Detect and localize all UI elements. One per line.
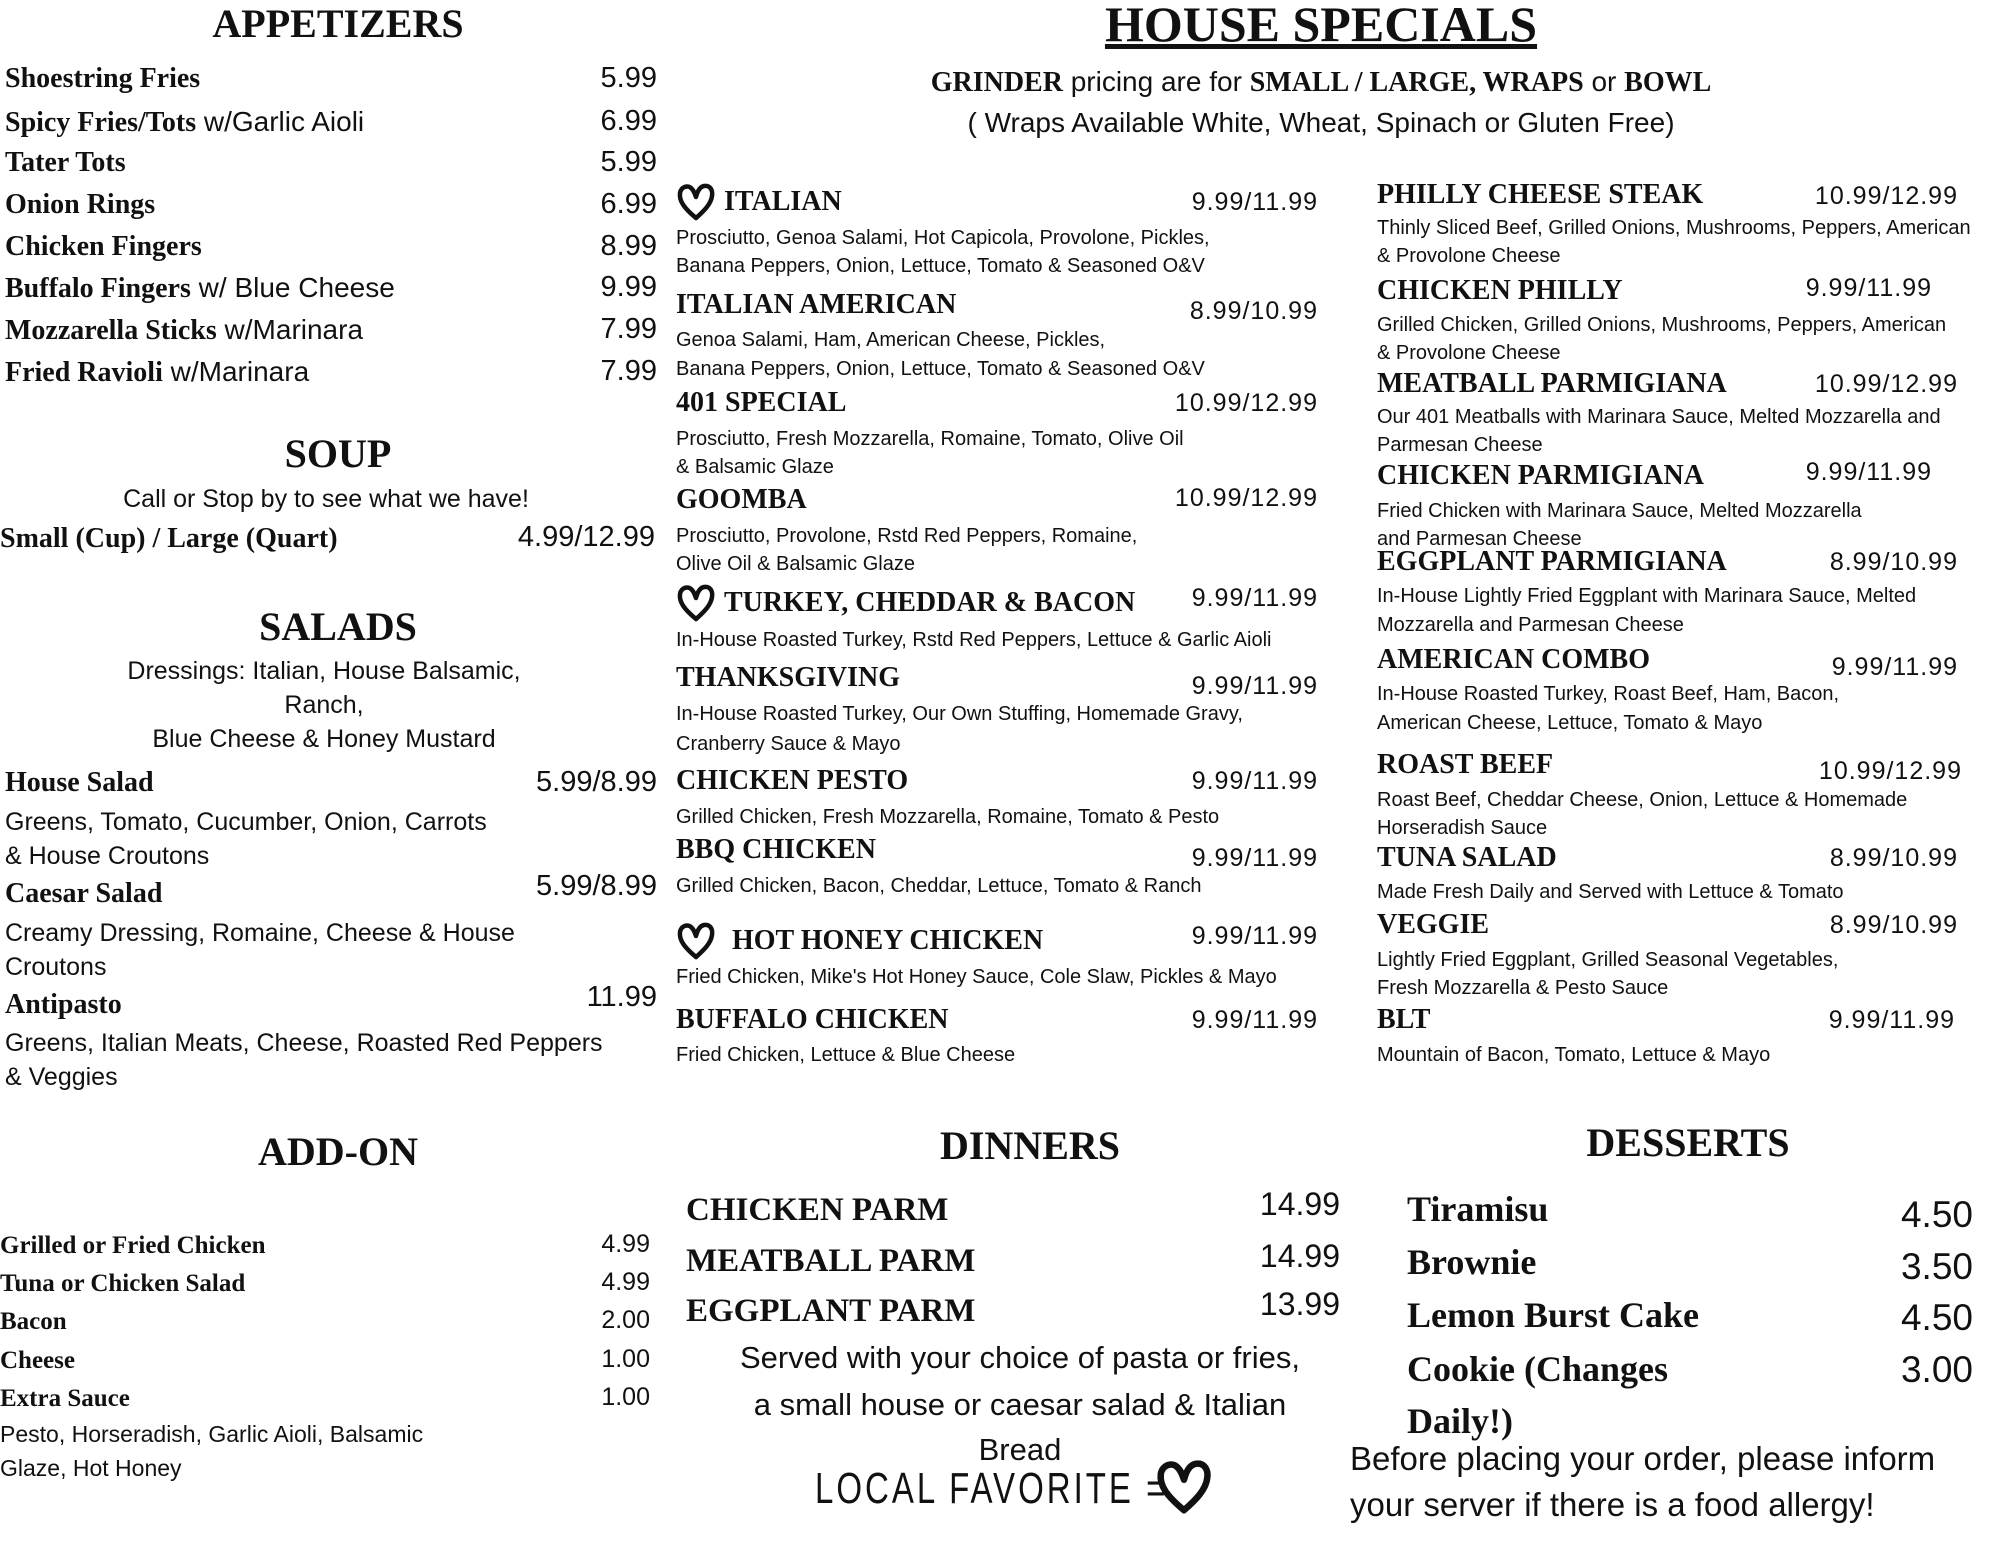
special-item-desc: Genoa Salami, Ham, American Cheese, Pickles,: [676, 329, 1106, 351]
special-item-desc: & Provolone Cheese: [1377, 245, 1561, 267]
special-item-price: 9.99/11.99: [1831, 653, 1958, 681]
salad-item-price: 5.99/8.99: [536, 765, 657, 798]
special-item-desc: Banana Peppers, Onion, Lettuce, Tomato & Seasoned O&V: [676, 255, 1205, 277]
special-item-price: 8.99/10.99: [1829, 844, 1958, 872]
salad-item-desc: & Veggies: [5, 1063, 118, 1091]
addon-item-name: Cheese: [0, 1347, 75, 1374]
salad-dressings: Ranch,: [284, 691, 364, 719]
special-item-desc: Our 401 Meatballs with Marinara Sauce, Melted Mozzarella and: [1377, 406, 1941, 428]
addon-item-price: 2.00: [601, 1306, 650, 1334]
dinner-note: Served with your choice of pasta or fries,: [740, 1340, 1300, 1376]
dessert-item-name: Cookie (Changes: [1407, 1349, 1669, 1390]
special-item-desc: & Balsamic Glaze: [676, 456, 834, 478]
special-item-price: 9.99/11.99: [1191, 584, 1318, 612]
special-item-price: 9.99/11.99: [1805, 274, 1932, 302]
special-item-price: 10.99/12.99: [1818, 757, 1962, 785]
dinner-note: Bread: [978, 1432, 1062, 1468]
desserts-title: DESSERTS: [1586, 1120, 1790, 1165]
special-item-price: 8.99/10.99: [1829, 911, 1958, 939]
soup-note: Call or Stop by to see what we have!: [123, 485, 529, 513]
pricing-note: [821, 65, 1821, 100]
heart-icon: [1155, 1458, 1213, 1516]
special-item-desc: Olive Oil & Balsamic Glaze: [676, 553, 915, 575]
salad-dressings: Dressings: Italian, House Balsamic,: [127, 657, 521, 685]
special-item-name: CHICKEN PARMIGIANA: [1377, 460, 1704, 492]
pricing-note-segment: BOWL: [1624, 67, 1712, 99]
appetizer-item-price: 6.99: [600, 104, 657, 137]
special-item-desc: Fried Chicken, Mike's Hot Honey Sauce, Cole Slaw, Pickles & Mayo: [676, 966, 1277, 988]
item-name: Spicy Fries/Tots: [5, 107, 197, 139]
special-item-desc: Thinly Sliced Beef, Grilled Onions, Mushrooms, Peppers, American: [1377, 217, 1971, 239]
salad-item-price: 5.99/8.99: [536, 869, 657, 902]
dinner-item-price: 13.99: [1259, 1285, 1340, 1322]
allergy-note: Before placing your order, please inform: [1350, 1440, 1936, 1478]
dinner-item-name: EGGPLANT PARM: [686, 1293, 976, 1330]
soup-item-name: Small (Cup) / Large (Quart): [0, 523, 338, 555]
wraps-note: ( Wraps Available White, Wheat, Spinach or Gluten Free): [967, 107, 1675, 139]
dessert-item-price: 4.50: [1900, 1193, 1973, 1235]
special-item-price: 9.99/11.99: [1191, 922, 1318, 950]
salad-item-desc: Creamy Dressing, Romaine, Cheese & House: [5, 919, 515, 947]
special-item-name: HOT HONEY CHICKEN: [732, 925, 1044, 957]
item-note: w/Marinara: [216, 314, 364, 346]
special-item-desc: Grilled Chicken, Fresh Mozzarella, Romaine, Tomato & Pesto: [676, 806, 1220, 828]
appetizer-item-name: [5, 146, 126, 180]
special-item-desc: Fried Chicken with Marinara Sauce, Melted Mozzarella: [1377, 500, 1862, 522]
special-item-name: BUFFALO CHICKEN: [676, 1004, 949, 1036]
salad-item-price: 11.99: [586, 980, 657, 1013]
special-item-name: BLT: [1377, 1004, 1431, 1036]
addon-desc: Pesto, Horseradish, Garlic Aioli, Balsamic: [0, 1421, 424, 1448]
salad-item-desc: Greens, Tomato, Cucumber, Onion, Carrots: [5, 808, 487, 836]
addon-desc: Glaze, Hot Honey: [0, 1455, 182, 1482]
special-item-price: 9.99/11.99: [1191, 1006, 1318, 1034]
special-item-desc: Horseradish Sauce: [1377, 817, 1548, 839]
appetizer-item-name: [5, 188, 155, 222]
salad-item-name: Caesar Salad: [5, 878, 163, 910]
special-item-name: MEATBALL PARMIGIANA: [1377, 368, 1727, 400]
addon-item-price: 4.99: [601, 1230, 650, 1258]
special-item-name: TURKEY, CHEDDAR & BACON: [724, 587, 1136, 619]
addon-item-name: Extra Sauce: [0, 1385, 130, 1412]
item-name: Fried Ravioli: [5, 357, 163, 389]
salad-item-name: Antipasto: [5, 989, 122, 1021]
item-note: w/ Blue Cheese: [190, 272, 395, 304]
special-item-desc: Grilled Chicken, Grilled Onions, Mushrooms, Peppers, American: [1377, 314, 1947, 336]
special-item-price: 8.99/10.99: [1189, 297, 1318, 325]
special-item-name: THANKSGIVING: [676, 662, 901, 694]
dessert-item-price: 4.50: [1900, 1296, 1973, 1338]
heart-icon: [676, 182, 716, 222]
special-item-desc: American Cheese, Lettuce, Tomato & Mayo: [1377, 712, 1763, 734]
addon-title: ADD-ON: [258, 1129, 418, 1174]
dessert-item-name: Tiramisu: [1407, 1189, 1549, 1230]
special-item-desc: Roast Beef, Cheddar Cheese, Onion, Lettuce & Homemade: [1377, 789, 1908, 811]
dessert-item-price: 3.50: [1900, 1245, 1973, 1287]
addon-item-price: 4.99: [601, 1268, 650, 1296]
special-item-price: 10.99/12.99: [1814, 370, 1958, 398]
special-item-desc: In-House Roasted Turkey, Our Own Stuffing, Homemade Gravy,: [676, 703, 1243, 725]
house-specials-title: HOUSE SPECIALS: [1104, 0, 1538, 52]
item-name: Onion Rings: [5, 189, 156, 221]
dessert-item-name: Daily!): [1407, 1401, 1513, 1442]
item-name: Buffalo Fingers: [5, 273, 191, 305]
salad-item-desc: & House Croutons: [5, 842, 210, 870]
addon-item-name: Tuna or Chicken Salad: [0, 1270, 246, 1297]
special-item-price: 8.99/10.99: [1829, 548, 1958, 576]
special-item-desc: Prosciutto, Provolone, Rstd Red Peppers, Romaine,: [676, 525, 1138, 547]
dessert-item-name: Lemon Burst Cake: [1407, 1295, 1700, 1336]
special-item-desc: Banana Peppers, Onion, Lettuce, Tomato & Seasoned O&V: [676, 358, 1205, 380]
dinner-item-price: 14.99: [1259, 1185, 1340, 1222]
dessert-item-name: Brownie: [1407, 1242, 1537, 1283]
appetizer-item-price: 5.99: [600, 61, 657, 94]
special-item-desc: Fresh Mozzarella & Pesto Sauce: [1377, 977, 1669, 999]
dinner-note: a small house or caesar salad & Italian: [753, 1387, 1287, 1423]
heart-icon: [676, 583, 716, 623]
appetizer-item-price: 9.99: [600, 270, 657, 303]
appetizer-item-price: 7.99: [600, 354, 657, 387]
dinner-item-name: CHICKEN PARM: [686, 1192, 949, 1229]
special-item-price: 10.99/12.99: [1174, 389, 1318, 417]
soup-item-price: 4.99/12.99: [517, 520, 655, 553]
item-name: Shoestring Fries: [5, 63, 201, 95]
item-name: Tater Tots: [5, 147, 126, 179]
salad-item-desc: Greens, Italian Meats, Cheese, Roasted Red Peppers: [5, 1029, 603, 1057]
salads-title: SALADS: [259, 604, 417, 649]
special-item-price: 10.99/12.99: [1174, 484, 1318, 512]
addon-item-price: 1.00: [601, 1345, 650, 1373]
appetizer-item-price: 8.99: [600, 229, 657, 262]
special-item-price: 9.99/11.99: [1191, 672, 1318, 700]
special-item-name: CHICKEN PESTO: [676, 765, 909, 797]
appetizer-item-price: 5.99: [600, 145, 657, 178]
special-item-name: GOOMBA: [676, 484, 807, 516]
special-item-price: 9.99/11.99: [1828, 1006, 1955, 1034]
special-item-price: 9.99/11.99: [1191, 767, 1318, 795]
salad-item-desc: Croutons: [5, 953, 107, 981]
salad-dressings: Blue Cheese & Honey Mustard: [152, 725, 496, 753]
special-item-name: AMERICAN COMBO: [1377, 644, 1650, 676]
special-item-desc: Made Fresh Daily and Served with Lettuce & Tomato: [1377, 881, 1844, 903]
item-name: Chicken Fingers: [5, 231, 202, 263]
special-item-desc: Mozzarella and Parmesan Cheese: [1377, 614, 1684, 636]
appetizer-item-price: 7.99: [600, 312, 657, 345]
special-item-desc: Prosciutto, Genoa Salami, Hot Capicola, Provolone, Pickles,: [676, 227, 1210, 249]
soup-title: SOUP: [284, 431, 392, 476]
dinners-title: DINNERS: [939, 1123, 1121, 1168]
dinner-item-name: MEATBALL PARM: [686, 1243, 976, 1280]
addon-item-price: 1.00: [601, 1383, 650, 1411]
pricing-note-segment: or: [1583, 66, 1625, 98]
special-item-name: ROAST BEEF: [1377, 749, 1554, 781]
pricing-note-segment: GRINDER: [930, 67, 1063, 99]
special-item-desc: In-House Roasted Turkey, Roast Beef, Ham, Bacon,: [1377, 683, 1840, 705]
special-item-name: 401 SPECIAL: [676, 387, 847, 419]
special-item-desc: Lightly Fried Eggplant, Grilled Seasonal Vegetables,: [1377, 949, 1839, 971]
special-item-desc: Cranberry Sauce & Mayo: [676, 733, 901, 755]
item-name: Mozzarella Sticks: [5, 315, 217, 347]
special-item-desc: Mountain of Bacon, Tomato, Lettuce & Mayo: [1377, 1044, 1771, 1066]
local-favorite-label: LOCAL FAVORITE =: [815, 1463, 1169, 1513]
special-item-name: VEGGIE: [1377, 909, 1490, 941]
special-item-price: 9.99/11.99: [1191, 188, 1318, 216]
special-item-desc: Fried Chicken, Lettuce & Blue Cheese: [676, 1044, 1016, 1066]
salad-item-name: House Salad: [5, 767, 154, 799]
special-item-name: PHILLY CHEESE STEAK: [1377, 179, 1704, 211]
appetizer-item-price: 6.99: [600, 187, 657, 220]
special-item-desc: & Provolone Cheese: [1377, 342, 1561, 364]
dessert-item-price: 3.00: [1900, 1348, 1973, 1390]
special-item-price: 10.99/12.99: [1814, 182, 1958, 210]
allergy-note: your server if there is a food allergy!: [1350, 1486, 1875, 1524]
pricing-note-segment: pricing are for: [1062, 66, 1250, 98]
special-item-name: EGGPLANT PARMIGIANA: [1377, 546, 1727, 578]
pricing-note-segment: SMALL / LARGE, WRAPS: [1249, 67, 1584, 99]
special-item-desc: Prosciutto, Fresh Mozzarella, Romaine, Tomato, Olive Oil: [676, 428, 1184, 450]
item-note: w/Garlic Aioli: [196, 106, 365, 138]
special-item-desc: In-House Roasted Turkey, Rstd Red Peppers, Lettuce & Garlic Aioli: [676, 629, 1272, 651]
special-item-name: TUNA SALAD: [1377, 842, 1557, 874]
special-item-price: 9.99/11.99: [1191, 844, 1318, 872]
appetizers-title: APPETIZERS: [212, 1, 464, 46]
special-item-desc: Grilled Chicken, Bacon, Cheddar, Lettuce, Tomato & Ranch: [676, 875, 1202, 897]
special-item-name: CHICKEN PHILLY: [1377, 275, 1623, 307]
addon-item-name: Grilled or Fried Chicken: [0, 1232, 266, 1259]
special-item-name: ITALIAN AMERICAN: [676, 289, 957, 321]
special-item-name: BBQ CHICKEN: [676, 834, 876, 866]
special-item-desc: Parmesan Cheese: [1377, 434, 1543, 456]
item-note: w/Marinara: [162, 356, 310, 388]
dinner-item-price: 14.99: [1259, 1237, 1340, 1274]
addon-item-name: Bacon: [0, 1308, 67, 1335]
special-item-desc: In-House Lightly Fried Eggplant with Marinara Sauce, Melted: [1377, 585, 1917, 607]
special-item-desc: and Parmesan Cheese: [1377, 528, 1582, 550]
heart-icon: [676, 921, 716, 961]
special-item-name: ITALIAN: [724, 186, 842, 218]
special-item-price: 9.99/11.99: [1805, 458, 1932, 486]
